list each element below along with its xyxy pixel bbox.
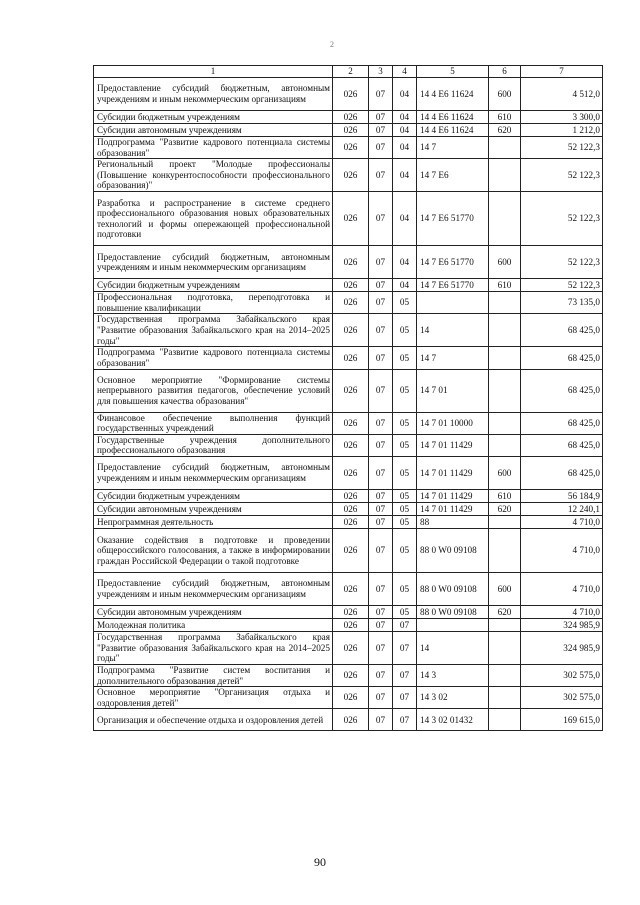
admin-code: 026 — [333, 412, 369, 434]
target-article: 14 7 01 — [417, 369, 489, 412]
section-code: 07 — [369, 137, 393, 159]
amount: 52 122,3 — [521, 279, 603, 292]
row-name: Региональный проект "Молодые профессионалы (Повышение конкурентоспособности профессионального образования)" — [94, 159, 333, 192]
subsection-code: 05 — [393, 528, 417, 572]
subsection-code: 04 — [393, 111, 417, 124]
row-name: Предоставление субсидий бюджетным, автономным учреждениям и иным некоммерческим организациям — [94, 78, 333, 111]
header-row — [94, 66, 603, 78]
target-article: 14 7 01 11429 — [417, 434, 489, 456]
table-row — [94, 528, 603, 572]
row-name: Подпрограмма "Развитие систем воспитания и дополнительного образования детей" — [94, 664, 333, 686]
row-name: Основное мероприятие "Организация отдыха и оздоровления детей" — [94, 687, 333, 709]
expense-type — [489, 292, 521, 314]
subsection-code: 05 — [393, 515, 417, 528]
target-article: 88 0 W0 09108 — [417, 572, 489, 605]
admin-code: 026 — [333, 124, 369, 137]
column-header: 2 — [333, 66, 369, 78]
target-article — [417, 618, 489, 631]
amount: 169 615,0 — [521, 709, 603, 731]
target-article: 14 7 01 11429 — [417, 489, 489, 502]
admin-code: 026 — [333, 192, 369, 246]
table-row — [94, 709, 603, 731]
amount: 4 710,0 — [521, 515, 603, 528]
section-code: 07 — [369, 515, 393, 528]
expense-type — [489, 347, 521, 369]
section-code: 07 — [369, 434, 393, 456]
column-header: 5 — [417, 66, 489, 78]
subsection-code: 04 — [393, 279, 417, 292]
amount: 4 710,0 — [521, 605, 603, 618]
subsection-code: 07 — [393, 664, 417, 686]
admin-code: 026 — [333, 528, 369, 572]
target-article: 14 7 — [417, 347, 489, 369]
subsection-code: 05 — [393, 292, 417, 314]
amount: 3 300,0 — [521, 111, 603, 124]
admin-code: 026 — [333, 687, 369, 709]
section-code: 07 — [369, 124, 393, 137]
table-row — [94, 502, 603, 515]
expense-type: 620 — [489, 124, 521, 137]
table-row — [94, 434, 603, 456]
section-code: 07 — [369, 192, 393, 246]
expense-type — [489, 159, 521, 192]
row-name: Подпрограмма "Развитие кадрового потенциала системы образования" — [94, 137, 333, 159]
admin-code: 026 — [333, 369, 369, 412]
section-code: 07 — [369, 369, 393, 412]
target-article: 14 7 Е6 51770 — [417, 279, 489, 292]
admin-code: 026 — [333, 434, 369, 456]
amount: 4 710,0 — [521, 528, 603, 572]
table-row — [94, 111, 603, 124]
admin-code: 026 — [333, 631, 369, 664]
target-article: 14 3 — [417, 664, 489, 686]
admin-code: 026 — [333, 292, 369, 314]
column-header: 4 — [393, 66, 417, 78]
table-row — [94, 347, 603, 369]
table-row — [94, 124, 603, 137]
row-name: Предоставление субсидий бюджетным, автономным учреждениям и иным некоммерческим организациям — [94, 456, 333, 489]
target-article: 14 7 Е6 51770 — [417, 192, 489, 246]
row-name: Субсидии автономным учреждениям — [94, 124, 333, 137]
subsection-code: 05 — [393, 605, 417, 618]
expense-type — [489, 369, 521, 412]
table-row — [94, 314, 603, 347]
row-name: Предоставление субсидий бюджетным, автономным учреждениям и иным некоммерческим организациям — [94, 572, 333, 605]
expense-type: 610 — [489, 279, 521, 292]
admin-code: 026 — [333, 314, 369, 347]
expense-type — [489, 314, 521, 347]
section-code: 07 — [369, 687, 393, 709]
expense-type — [489, 434, 521, 456]
amount: 12 240,1 — [521, 502, 603, 515]
admin-code: 026 — [333, 456, 369, 489]
table-row — [94, 605, 603, 618]
amount: 68 425,0 — [521, 412, 603, 434]
subsection-code: 05 — [393, 434, 417, 456]
expense-type — [489, 412, 521, 434]
row-name: Государственные учреждения дополнительного профессионального образования — [94, 434, 333, 456]
amount: 68 425,0 — [521, 369, 603, 412]
row-name: Подпрограмма "Развитие кадрового потенциала системы образования" — [94, 347, 333, 369]
expense-type — [489, 137, 521, 159]
subsection-code: 04 — [393, 192, 417, 246]
amount: 68 425,0 — [521, 456, 603, 489]
row-name: Субсидии автономным учреждениям — [94, 502, 333, 515]
table-row — [94, 279, 603, 292]
target-article: 88 — [417, 515, 489, 528]
expense-type: 600 — [489, 246, 521, 279]
subsection-code: 04 — [393, 246, 417, 279]
section-code: 07 — [369, 618, 393, 631]
table-row — [94, 618, 603, 631]
table-row — [94, 515, 603, 528]
table-row — [94, 687, 603, 709]
table-row — [94, 664, 603, 686]
admin-code: 026 — [333, 618, 369, 631]
section-code: 07 — [369, 664, 393, 686]
target-article: 88 0 W0 09108 — [417, 528, 489, 572]
subsection-code: 05 — [393, 489, 417, 502]
table-row — [94, 78, 603, 111]
subsection-code: 05 — [393, 456, 417, 489]
admin-code: 026 — [333, 78, 369, 111]
row-name: Субсидии бюджетным учреждениям — [94, 111, 333, 124]
row-name: Финансовое обеспечение выполнения функций государственных учреждений — [94, 412, 333, 434]
row-name: Предоставление субсидий бюджетным, автономным учреждениям и иным некоммерческим организациям — [94, 246, 333, 279]
amount: 1 212,0 — [521, 124, 603, 137]
subsection-code: 07 — [393, 687, 417, 709]
expense-type — [489, 709, 521, 731]
subsection-code: 04 — [393, 78, 417, 111]
amount: 68 425,0 — [521, 314, 603, 347]
row-name: Субсидии автономным учреждениям — [94, 605, 333, 618]
row-name: Оказание содействия в подготовке и проведении общероссийского голосования, а также в информировании граждан Российской Федерации о такой подготовке — [94, 528, 333, 572]
table-row — [94, 246, 603, 279]
amount: 68 425,0 — [521, 347, 603, 369]
target-article: 14 7 01 11429 — [417, 502, 489, 515]
table-row — [94, 631, 603, 664]
expense-type: 600 — [489, 78, 521, 111]
expense-type: 620 — [489, 502, 521, 515]
section-code: 07 — [369, 502, 393, 515]
target-article: 14 — [417, 631, 489, 664]
expense-type — [489, 687, 521, 709]
amount: 52 122,3 — [521, 246, 603, 279]
target-article: 14 3 02 01432 — [417, 709, 489, 731]
row-name: Субсидии бюджетным учреждениям — [94, 489, 333, 502]
section-code: 07 — [369, 456, 393, 489]
expense-type: 600 — [489, 572, 521, 605]
target-article: 88 0 W0 09108 — [417, 605, 489, 618]
admin-code: 026 — [333, 347, 369, 369]
admin-code: 026 — [333, 111, 369, 124]
admin-code: 026 — [333, 605, 369, 618]
table-row — [94, 192, 603, 246]
expense-type — [489, 664, 521, 686]
table-row — [94, 412, 603, 434]
admin-code: 026 — [333, 709, 369, 731]
target-article: 14 7 01 11429 — [417, 456, 489, 489]
amount: 302 575,0 — [521, 687, 603, 709]
admin-code: 026 — [333, 502, 369, 515]
table-row — [94, 456, 603, 489]
table-row — [94, 489, 603, 502]
amount: 52 122,3 — [521, 192, 603, 246]
target-article: 14 7 Е6 — [417, 159, 489, 192]
amount: 68 425,0 — [521, 434, 603, 456]
page-mark: 2 — [330, 40, 334, 49]
expense-type: 620 — [489, 605, 521, 618]
target-article: 14 7 01 10000 — [417, 412, 489, 434]
row-name: Основное мероприятие "Формирование системы непрерывного развития педагогов, обеспечение условий для повышения качества образования" — [94, 369, 333, 412]
row-name: Молодежная политика — [94, 618, 333, 631]
section-code: 07 — [369, 631, 393, 664]
amount: 324 985,9 — [521, 618, 603, 631]
admin-code: 026 — [333, 515, 369, 528]
section-code: 07 — [369, 279, 393, 292]
section-code: 07 — [369, 528, 393, 572]
section-code: 07 — [369, 78, 393, 111]
expense-type — [489, 528, 521, 572]
expense-type — [489, 631, 521, 664]
admin-code: 026 — [333, 279, 369, 292]
subsection-code: 04 — [393, 124, 417, 137]
section-code: 07 — [369, 314, 393, 347]
admin-code: 026 — [333, 246, 369, 279]
table-row — [94, 369, 603, 412]
section-code: 07 — [369, 347, 393, 369]
expense-type — [489, 192, 521, 246]
amount: 56 184,9 — [521, 489, 603, 502]
column-header: 6 — [489, 66, 521, 78]
subsection-code: 07 — [393, 709, 417, 731]
table-row — [94, 572, 603, 605]
page-number: 90 — [314, 855, 326, 869]
table-body — [94, 66, 603, 731]
amount: 4 710,0 — [521, 572, 603, 605]
target-article: 14 — [417, 314, 489, 347]
expense-type: 600 — [489, 456, 521, 489]
amount: 302 575,0 — [521, 664, 603, 686]
amount: 52 122,3 — [521, 159, 603, 192]
section-code: 07 — [369, 572, 393, 605]
target-article: 14 3 02 — [417, 687, 489, 709]
column-header: 3 — [369, 66, 393, 78]
row-name: Организация и обеспечение отдыха и оздоровления детей — [94, 709, 333, 731]
row-name: Субсидии бюджетным учреждениям — [94, 279, 333, 292]
row-name: Государственная программа Забайкальского края "Развитие образования Забайкальского края на 2014–2025 годы" — [94, 314, 333, 347]
expense-type: 610 — [489, 489, 521, 502]
target-article — [417, 292, 489, 314]
subsection-code: 05 — [393, 502, 417, 515]
section-code: 07 — [369, 412, 393, 434]
expense-type: 610 — [489, 111, 521, 124]
target-article: 14 4 Е6 11624 — [417, 78, 489, 111]
amount: 73 135,0 — [521, 292, 603, 314]
target-article: 14 4 Е6 11624 — [417, 124, 489, 137]
section-code: 07 — [369, 605, 393, 618]
amount: 4 512,0 — [521, 78, 603, 111]
table-row — [94, 137, 603, 159]
target-article: 14 7 Е6 51770 — [417, 246, 489, 279]
admin-code: 026 — [333, 159, 369, 192]
row-name: Профессиональная подготовка, переподготовка и повышение квалификации — [94, 292, 333, 314]
subsection-code: 04 — [393, 137, 417, 159]
section-code: 07 — [369, 246, 393, 279]
admin-code: 026 — [333, 489, 369, 502]
section-code: 07 — [369, 709, 393, 731]
section-code: 07 — [369, 111, 393, 124]
subsection-code: 05 — [393, 369, 417, 412]
table-row — [94, 292, 603, 314]
expense-type — [489, 515, 521, 528]
admin-code: 026 — [333, 664, 369, 686]
target-article: 14 4 Е6 11624 — [417, 111, 489, 124]
expense-type — [489, 618, 521, 631]
section-code: 07 — [369, 489, 393, 502]
admin-code: 026 — [333, 137, 369, 159]
amount: 324 985,9 — [521, 631, 603, 664]
row-name: Государственная программа Забайкальского края "Развитие образования Забайкальского края на 2014–2025 годы" — [94, 631, 333, 664]
subsection-code: 04 — [393, 159, 417, 192]
subsection-code: 05 — [393, 572, 417, 605]
column-header: 7 — [521, 66, 603, 78]
target-article: 14 7 — [417, 137, 489, 159]
table-row — [94, 159, 603, 192]
admin-code: 026 — [333, 572, 369, 605]
amount: 52 122,3 — [521, 137, 603, 159]
subsection-code: 07 — [393, 618, 417, 631]
subsection-code: 05 — [393, 314, 417, 347]
section-code: 07 — [369, 292, 393, 314]
section-code: 07 — [369, 159, 393, 192]
budget-table — [93, 65, 603, 731]
subsection-code: 07 — [393, 631, 417, 664]
subsection-code: 05 — [393, 347, 417, 369]
column-header: 1 — [94, 66, 333, 78]
row-name: Разработка и распространение в системе среднего профессионального образования новых образовательных технологий и формы опережающей профессиональной подготовки — [94, 192, 333, 246]
row-name: Непрограммная деятельность — [94, 515, 333, 528]
subsection-code: 05 — [393, 412, 417, 434]
